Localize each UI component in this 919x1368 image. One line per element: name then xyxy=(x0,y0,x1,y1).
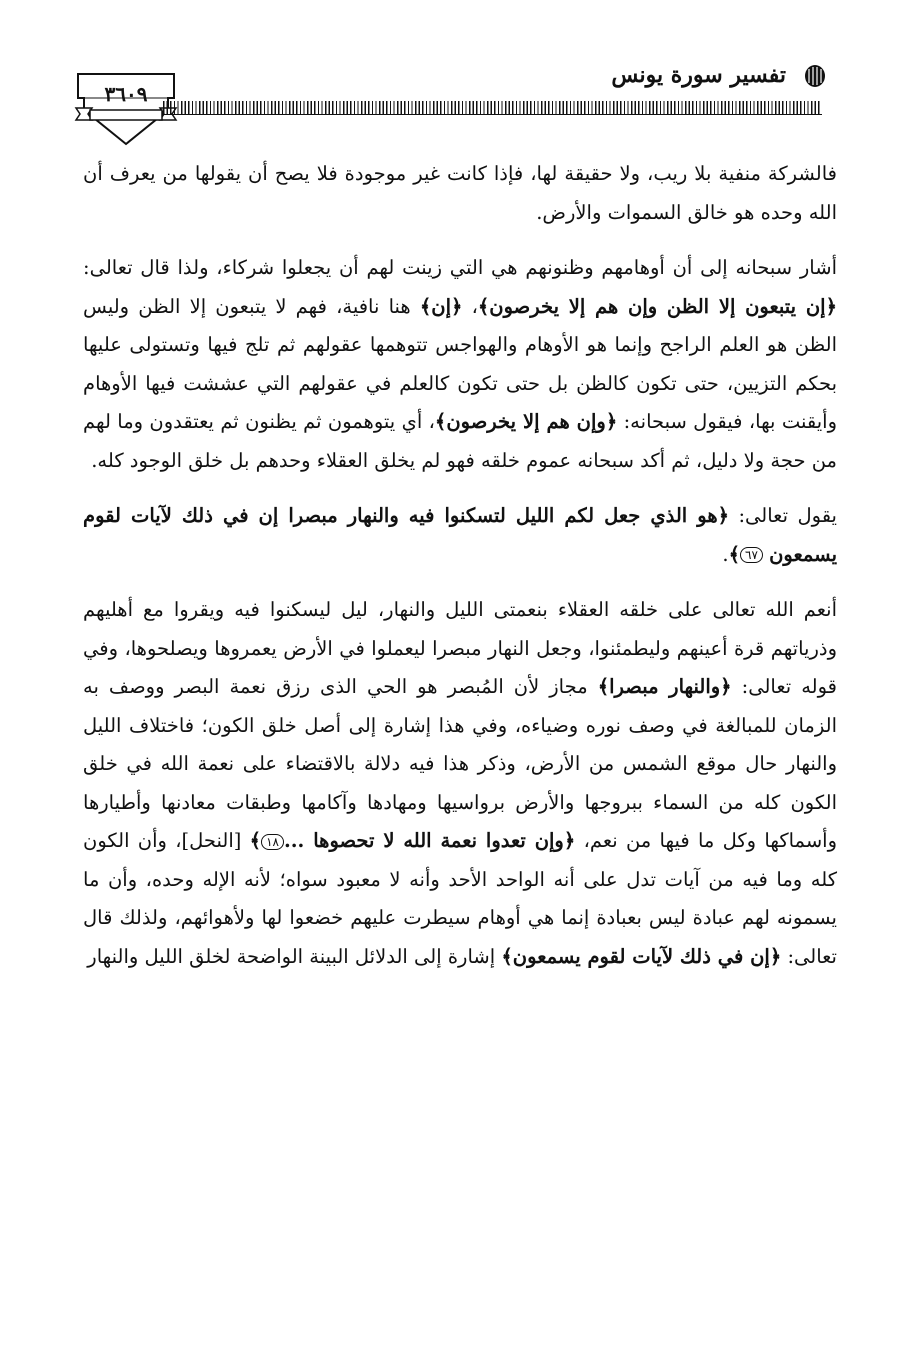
p2-verse-3: ﴿وإن هم إلا يخرصون﴾ xyxy=(434,410,618,433)
p2-verse-2: ﴿إن﴾ xyxy=(419,294,463,318)
verse-number-badge-2: ١٨ xyxy=(261,834,284,850)
p4-verse-1: ﴿والنهار مبصرا﴾ xyxy=(597,675,732,698)
p4-verse-2: ﴿وإن تعدوا نعمة الله لا تحصوها ... xyxy=(283,829,576,852)
paragraph-4 xyxy=(83,591,837,976)
bullet-ornament-icon xyxy=(804,64,826,88)
header-ornamental-rule xyxy=(163,101,822,115)
verse-number-badge: ٦٧ xyxy=(740,547,763,563)
p2-verse-1: ﴿إن يتبعون إلا الظن وإن هم إلا يخرصون﴾ xyxy=(477,294,837,318)
p4-text-2: مجاز لأن المُبصر هو الحي الذى رزق نعمة البصر ووصف به الزمان للمبالغة في وصف نوره وضياءه، وفي هذا إشارة إلى أصل خلق الكون؛ فاختلاف الليل والنهار حال موقع الشمس من الأرض، وذكر هذا فيه دلالة بالاقتضاء على نعمة الله في خلق الكون كله من السماء ببروجها والأرض برواسيها ومهادها وآكامها وطبقات معادنها وأطيارها وأسماكها وكل ما فيها من نعم، xyxy=(83,675,837,852)
p2-text-4: ، أي يتوهمون ثم يظنون ثم يعتقدون وما لهم من حجة ولا دليل، ثم أكد سبحانه عموم خلقه فهو لم يخلق العقلاء وحدهم بل خلق الوجود كله. xyxy=(83,410,837,472)
p3-verse-1: ﴿هو الذي جعل لكم الليل لتسكنوا فيه والنهار مبصرا إن في ذلك لآيات لقوم يسمعون xyxy=(83,504,837,566)
p3-verse-1-close: ﴾ xyxy=(728,542,740,566)
paragraph-1: فالشركة منفية بلا ريب، ولا حقيقة لها، فإذا كانت غير موجودة فلا يصح أن يقولها من يعرف أن الله وحده هو خالق السموات والأرض. xyxy=(83,162,837,224)
p2-text-1: أشار سبحانه إلى أن أوهامهم وظنونهم هي التي زينت لهم أن يجعلوا شركاء، ولذا قال تعالى: xyxy=(83,256,837,279)
p3-text-2: . xyxy=(722,542,729,566)
running-title: تفسير سورة يونس xyxy=(611,62,786,88)
page-header xyxy=(60,48,840,148)
paragraph-2 xyxy=(83,249,837,480)
p4-verse-2-close: ﴾ xyxy=(249,829,262,852)
p2-text-2: ، xyxy=(462,294,478,318)
p4-text-3: [النحل]، وأن الكون كله وما فيه من آيات تدل على أنه الواحد الأحد وأنه لا معبود سواه؛ لأنه الإله وحده، وأن ما يسمونه لهم عبادة ليس بعبادة إنما هي أوهام سيطرت عليهم خضعوا لها ولأهوائهم، ولذلك قال تعالى: xyxy=(83,829,837,968)
p4-text-4: إشارة إلى الدلائل البينة الواضحة لخلق الليل والنهار xyxy=(87,944,502,968)
page-number: ٣٦٠٩ xyxy=(104,82,148,106)
p2-text-3: هنا نافية، فهم لا يتبعون إلا الظن وليس الظن هو العلم الراجح وإنما هو الأوهام والهواجس تتوهمها عقولهم ثم تلج فيها وتستولى عليها بحكم التزيين، حتى تكون كالظن بل حتى تكون كالعلم في عقولهم التي عششت فيها الأوهام وأيقنت بها، فيقول سبحانه: xyxy=(83,294,837,433)
p3-text-1: يقول تعالى: xyxy=(729,504,837,527)
body-text xyxy=(83,155,837,976)
p4-text-1: أنعم الله تعالى على خلقه العقلاء بنعمتى الليل والنهار، ليل ليسكنوا فيه ويقروا مع أهليهم وذرياتهم قرة أعينهم وليطمئنوا، وجعل النهار مبصرا ليعملوا في الأرض يعمروها ويصلحوها، وفي قوله تعالى: xyxy=(83,598,837,698)
header-rule-line xyxy=(163,114,822,115)
p4-verse-3: ﴿إن في ذلك لآيات لقوم يسمعون﴾ xyxy=(501,944,782,968)
paragraph-3 xyxy=(83,497,837,574)
